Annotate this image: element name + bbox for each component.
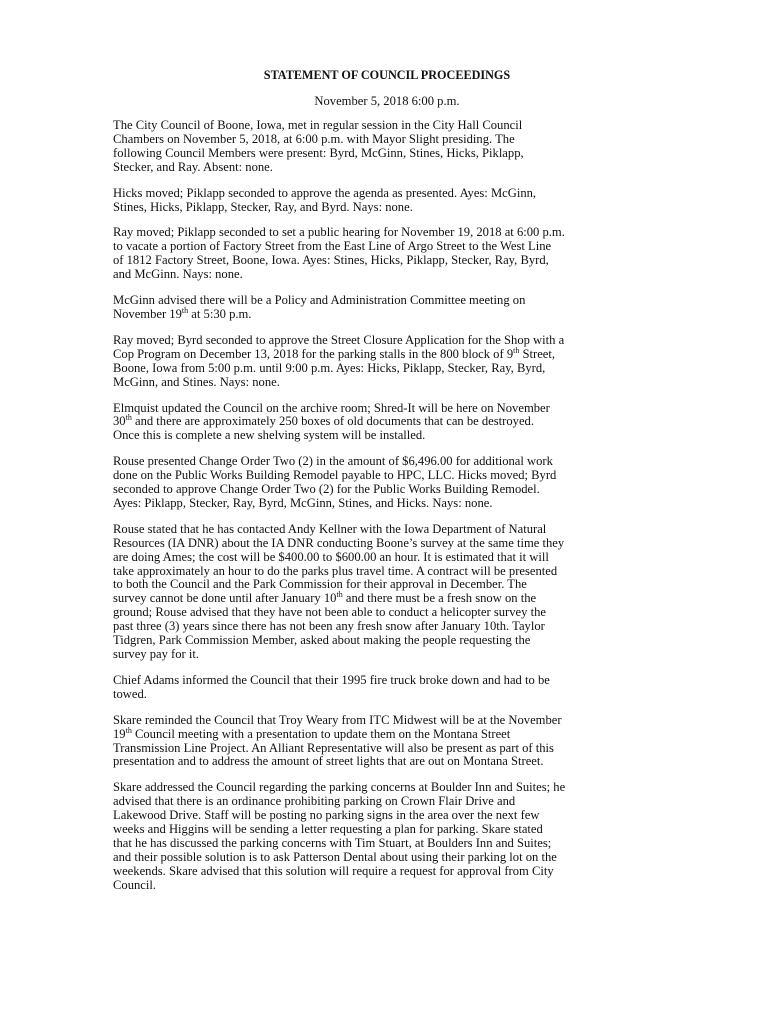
text-line: November 19th at 5:30 p.m. [113,305,252,321]
document-body [113,119,661,893]
text-line: Resources (IA DNR) about the IA DNR conducting Boone’s survey at the same time they [113,535,565,550]
text-line: Skare addressed the Council regarding the parking concerns at Boulder Inn and Suites; he [113,780,566,795]
text-line: Elmquist updated the Council on the archive room; Shred-It will be here on November [113,400,550,415]
text-line: Ayes: Piklapp, Stecker, Ray, Byrd, McGinn, Stines, and Hicks. Nays: none. [113,495,493,510]
text-line: Once this is complete a new shelving system will be installed. [113,428,426,443]
text-line: Ray moved; Byrd seconded to approve the Street Closure Application for the Shop with a [113,332,565,347]
paragraph [113,523,661,662]
text-line: to vacate a portion of Factory Street from the East Line of Argo Street to the West Line [113,239,552,254]
document-title: STATEMENT OF COUNCIL PROCEEDINGS [263,68,511,82]
text-line: towed. [113,686,147,701]
text-line: McGinn advised there will be a Policy and Administration Committee meeting on [113,293,526,308]
ordinal-suffix: th [336,590,343,600]
text-line: survey pay for it. [113,647,200,661]
ordinal-suffix: th [181,305,189,315]
paragraph [113,334,661,390]
text-line: Hicks moved; Piklapp seconded to approve the agenda as presented. Ayes: McGinn, [113,185,537,200]
text-line: Ray moved; Piklapp seconded to set a public hearing for November 19, 2018 at 6:00 p.m. [113,225,565,240]
text-line: of 1812 Factory Street, Boone, Iowa. Ayes: Stines, Hicks, Piklapp, Stecker, Ray, Byrd, [113,253,549,268]
text-line: that he has discussed the parking concerns with Tim Stuart, at Boulders Inn and Suites; [113,835,552,850]
text-line: weeks and Higgins will be sending a letter requesting a plan for parking. Skare stated [113,822,543,837]
text-line: take approximately an hour to do the parks plus travel time. A contract will be presented [113,563,558,578]
paragraph [113,294,661,322]
text-line: seconded to approve Change Order Two (2) for the Public Works Building Remodel. [113,482,540,497]
text-line: and their possible solution is to ask Patterson Dental about using their parking lot on the [113,849,557,864]
ordinal-suffix: th [125,413,132,423]
paragraph [113,119,661,175]
text-line: Cop Program on December 13, 2018 for the parking stalls in the 800 block of 9th Street, [113,345,556,361]
paragraph [113,402,661,444]
text-line: Transmission Line Project. An Alliant Representative will also be present as part of this [113,740,554,755]
text-line: ground; Rouse advised that they have not been able to conduct a helicopter survey the [113,605,546,620]
document-page [113,68,661,905]
text-line: weekends. Skare advised that this solution will require a request for approval from City [113,863,554,878]
text-line: Stecker, and Ray. Absent: none. [113,159,273,174]
text-line: survey cannot be done until after January 10th and there must be a fresh snow on the [113,590,537,606]
text-line: presentation and to address the amount of street lights that are out on Montana Street. [113,754,544,769]
text-line: Chief Adams informed the Council that their 1995 fire truck broke down and had to be [113,672,550,687]
text-line: are doing Ames; the cost will be $400.00 to $600.00 an hour. It is estimated that it will [113,549,549,564]
text-line: McGinn, and Stines. Nays: none. [113,374,280,389]
paragraph [113,781,661,892]
text-line: Council. [113,877,157,892]
ordinal-suffix: th [513,345,520,355]
text-line: and McGinn. Nays: none. [113,267,243,282]
text-line: Boone, Iowa from 5:00 p.m. until 9:00 p.m. Ayes: Hicks, Piklapp, Stecker, Ray, Byrd, [113,360,546,375]
text-line: 19th Council meeting with a presentation to update them on the Montana Street [113,725,511,741]
text-line: done on the Public Works Building Remodel payable to HPC, LLC. Hicks moved; Byrd [113,468,557,483]
text-line: Chambers on November 5, 2018, at 6:00 p.m. with Mayor Slight presiding. The [113,131,515,146]
text-line: Skare reminded the Council that Troy Weary from ITC Midwest will be at the November [113,712,562,727]
meeting-date: November 5, 2018 6:00 p.m. [314,94,460,108]
text-line: Rouse presented Change Order Two (2) in the amount of $6,496.00 for additional work [113,454,553,469]
paragraph [113,187,661,215]
paragraph [113,714,661,770]
text-line: Tidgren, Park Commission Member, asked about making the people requesting the [113,633,531,648]
text-line: advised that there is an ordinance prohibiting parking on Crown Flair Drive and [113,794,516,809]
paragraph [113,455,661,511]
paragraph [113,674,661,702]
text-line: Lakewood Drive. Staff will be posting no parking signs in the area over the next few [113,808,540,823]
text-line: Rouse stated that he has contacted Andy Kellner with the Iowa Department of Natural [113,521,547,536]
text-line: past three (3) years since there has not been any fresh snow after January 10th. Taylor [113,619,545,634]
ordinal-suffix: th [125,725,132,735]
text-line: 30th and there are approximately 250 boxes of old documents that can be destroyed. [113,413,534,429]
text-line: Stines, Hicks, Piklapp, Stecker, Ray, and Byrd. Nays: none. [113,199,413,214]
paragraph [113,226,661,282]
text-line: following Council Members were present: Byrd, McGinn, Stines, Hicks, Piklapp, [113,145,524,160]
text-line: to both the Council and the Park Commission for their approval in December. The [113,577,527,592]
text-line: The City Council of Boone, Iowa, met in regular session in the City Hall Council [113,118,523,132]
